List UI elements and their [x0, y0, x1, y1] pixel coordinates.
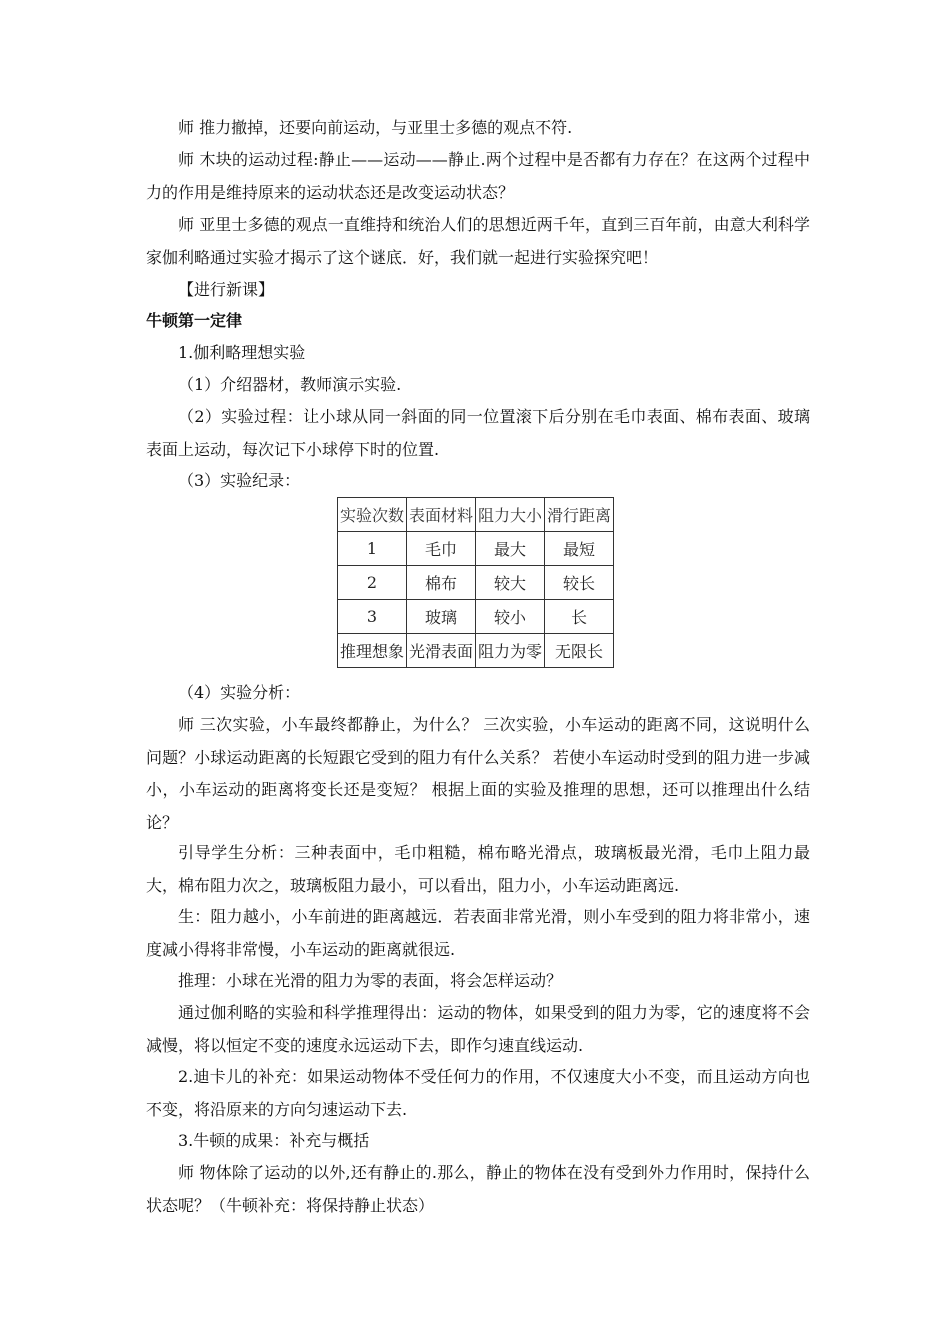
- paragraph-teacher-aristotle: 师 亚里士多德的观点一直维持和统治人们的思想近两千年，直到三百年前，由意大利科学家伽利略通过实验才揭示了这个谜底．好，我们就一起进行实验探究吧！: [146, 215, 810, 267]
- paragraph-student-answer: 生：阻力越小，小车前进的距离越远．若表面非常光滑，则小车受到的阻力将非常小，速度减小得将非常慢，小车运动的距离就很远.: [146, 907, 810, 959]
- table-cell: 光滑表面: [407, 634, 476, 668]
- subsection-newton: 3.牛顿的成果：补充与概括: [178, 1131, 370, 1150]
- table-cell: 较大: [476, 566, 545, 600]
- step-experiment-process: （2）实验过程：让小球从同一斜面的同一位置滚下后分别在毛巾表面、棉布表面、玻璃表面上运动，每次记下小球停下时的位置.: [146, 407, 810, 459]
- table-row: [338, 600, 614, 634]
- subsection-descartes: 2.迪卡儿的补充：如果运动物体不受任何力的作用，不仅速度大小不变，而且运动方向也不变，将沿原来的方向匀速运动下去.: [146, 1067, 810, 1119]
- table-header-cell: 表面材料: [407, 498, 476, 532]
- table-header-row: [338, 498, 614, 532]
- table-row: [338, 566, 614, 600]
- table-cell: 3: [338, 600, 407, 634]
- step-experiment-analysis: （4）实验分析：: [178, 683, 301, 702]
- subsection-galileo: 1.伽利略理想实验: [178, 343, 306, 362]
- table-cell: 阻力为零: [476, 634, 545, 668]
- table-cell: 最短: [545, 532, 614, 566]
- table-header-cell: 滑行距离: [545, 498, 614, 532]
- paragraph-teacher-wood-block: 师 木块的运动过程:静止——运动——静止.两个过程中是否都有力存在？在这两个过程中力的作用是维持原来的运动状态还是改变运动状态？: [146, 150, 810, 202]
- table-cell: 长: [545, 600, 614, 634]
- step-experiment-record: （3）实验纪录：: [178, 471, 301, 490]
- paragraph-conclusion: 通过伽利略的实验和科学推理得出：运动的物体，如果受到的阻力为零，它的速度将不会减慢，将以恒定不变的速度永远运动下去，即作匀速直线运动.: [146, 1003, 810, 1055]
- table-cell: 无限长: [545, 634, 614, 668]
- paragraph-teacher-push: 师 推力撤掉，还要向前运动，与亚里士多德的观点不符.: [178, 118, 573, 137]
- paragraph-guide-analysis: 引导学生分析：三种表面中，毛巾粗糙，棉布略光滑点，玻璃板最光滑，毛巾上阻力最大，棉布阻力次之，玻璃板阻力最小，可以看出，阻力小，小车运动距离远.: [146, 843, 810, 895]
- section-title: 牛顿第一定律: [146, 311, 243, 330]
- paragraph-inference: 推理：小球在光滑的阻力为零的表面，将会怎样运动？: [178, 971, 563, 990]
- paragraph-teacher-questions: 师 三次实验，小车最终都静止，为什么？ 三次实验，小车运动的距离不同，这说明什么问题？小球运动距离的长短跟它受到的阻力有什么关系？ 若使小车运动时受到的阻力进一步减小，小车运动的距离将变长还是变短？ 根据上面的实验及推理的思想，还可以推理出什么结论？: [146, 715, 810, 832]
- table-cell: 2: [338, 566, 407, 600]
- experiment-record-table: [337, 497, 614, 668]
- table-cell: 推理想象: [338, 634, 407, 668]
- table-row: [338, 634, 614, 668]
- table-row: [338, 532, 614, 566]
- table-cell: 较长: [545, 566, 614, 600]
- table-cell: 毛巾: [407, 532, 476, 566]
- step-introduce-equipment: （1）介绍器材，教师演示实验.: [178, 375, 402, 394]
- table-header-cell: 阻力大小: [476, 498, 545, 532]
- section-tag-new-lesson: 【进行新课】: [178, 280, 275, 299]
- paragraph-teacher-static: 师 物体除了运动的以外,还有静止的.那么，静止的物体在没有受到外力作用时，保持什么状态呢？（牛顿补充：将保持静止状态）: [146, 1163, 810, 1215]
- table-cell: 较小: [476, 600, 545, 634]
- table-cell: 1: [338, 532, 407, 566]
- table-cell: 玻璃: [407, 600, 476, 634]
- table-cell: 最大: [476, 532, 545, 566]
- table-header-cell: 实验次数: [338, 498, 407, 532]
- table-cell: 棉布: [407, 566, 476, 600]
